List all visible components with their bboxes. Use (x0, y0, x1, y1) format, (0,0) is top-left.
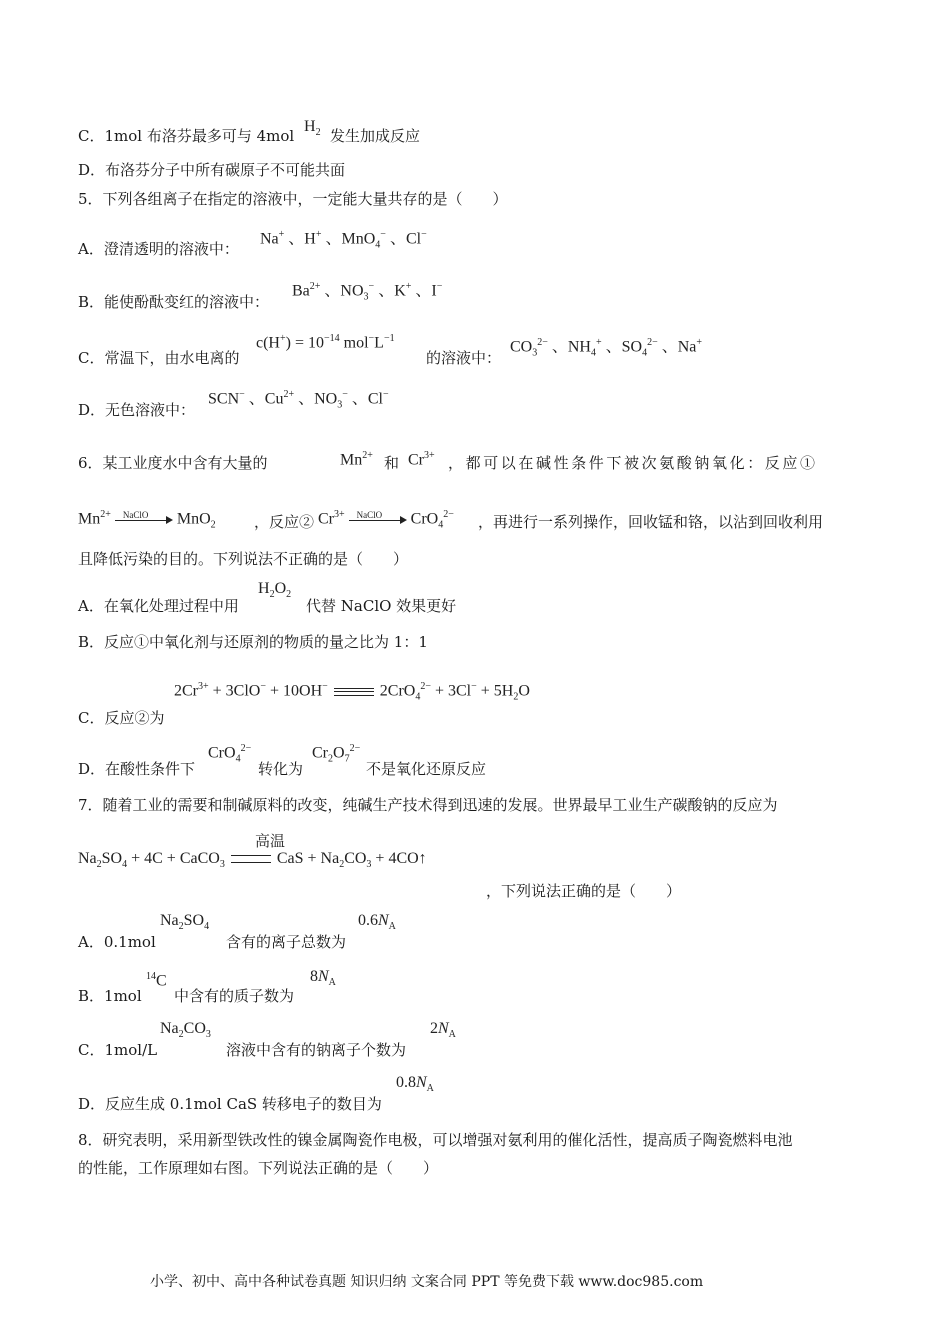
page-footer: 小学、初中、高中各种试卷真题 知识归纳 文案合同 PPT 等免费下载 www.doc985.com (150, 1274, 704, 1290)
q6-line3: 且降低污染的目的。下列说法不正确的是（ ） (78, 550, 409, 568)
q5-c-ions: $CO_3^{2-}$ 、$NH_4^+$ 、$SO_4^{2-}$ 、Na+ (510, 337, 703, 359)
q7-stem: 7．随着工业的需要和制碱原料的改变，纯碱生产技术得到迅速的发展。世界最早工业生产碳酸钠的反应为 (78, 796, 778, 814)
q5-d-ions: SCN− 、$Cu^{2+}$ 、$NO_3^-$ 、Cl− (208, 389, 389, 411)
q7-option-a-tail: 含有的离子总数为 (226, 933, 347, 951)
formula-cr2o7: $Cr_2O_7^{2-}$ (312, 743, 361, 765)
q5-stem: 5．下列各组离子在指定的溶液中，一定能大量共存的是（ ） (78, 190, 508, 208)
q6-option-d: D．在酸性条件下 (78, 760, 196, 778)
q6-option-b: B．反应①中氧化剂与还原剂的物质的量之比为 1：1 (78, 633, 428, 651)
q6-option-a-tail: 代替 NaClO 效果更好 (306, 597, 457, 615)
q8-line1: 8．研究表明，采用新型铁改性的镍金属陶瓷作电极，可以增强对氨利用的催化活性，提高质子陶瓷燃料电池 (78, 1131, 793, 1149)
q5-option-c: C．常温下，由水电离的 (78, 349, 240, 367)
formula-mn2: $Mn^{2+}$ (340, 450, 373, 469)
q4-option-d: D．布洛芬分子中所有碳原子不可能共面 (78, 161, 346, 179)
q7-option-c-tail: 溶液中含有的钠离子个数为 (226, 1041, 407, 1059)
formula-na2so4: $Na_2SO_4$ (160, 912, 210, 933)
q5-option-d: D．无色溶液中： (78, 401, 196, 419)
q7-c-value: $2N_A$ (430, 1020, 456, 1041)
formula-h2o2: $H_2O_2$ (258, 580, 292, 601)
q6-option-a: A．在氧化处理过程中用 (78, 597, 239, 615)
q5-b-ions: $Ba^{2+}$ 、$NO_3^-$ 、K+ 、I− (292, 281, 443, 303)
formula-c14: $^{14}$C (146, 971, 167, 990)
q4-option-c-tail: 发生加成反应 (330, 127, 421, 145)
q6-reaction2-label: ，反应② (254, 513, 315, 531)
q5-option-a: A．澄清透明的溶液中： (78, 240, 239, 258)
q8-line2: 的性能，工作原理如右图。下列说法正确的是（ ） (78, 1159, 439, 1177)
q7-d-value: $0.8N_A$ (396, 1074, 434, 1095)
q7-option-b: B．1mol (78, 987, 142, 1005)
q4-option-c: C．1mol 布洛芬最多可与 4mol (78, 127, 295, 145)
formula-na2co3: $Na_2CO_3$ (160, 1020, 211, 1041)
q7-a-value: $0.6N_A$ (358, 912, 396, 933)
q6-and: 和 (384, 454, 400, 472)
formula-cro4: CrO$_4^{2-}$ (208, 743, 252, 765)
q6-reaction2: $Cr^{3+}$ NaClO CrO$_4^{2-}$ (318, 509, 454, 531)
q7-b-value: $8N_A$ (310, 968, 336, 989)
q7-stem-tail: ，下列说法正确的是（ ） (486, 882, 682, 900)
q5-a-ions: Na+ 、H+ 、MnO$_4$− 、Cl− (260, 229, 427, 251)
q6-line1: 6．某工业度水中含有大量的 (78, 454, 268, 472)
q5-option-b: B．能使酚酞变红的溶液中： (78, 293, 270, 311)
q7-option-c: C．1mol/L (78, 1041, 158, 1059)
q7-option-d: D．反应生成 0.1mol CaS 转移电子的数目为 (78, 1095, 382, 1113)
q6-option-d-mid: 转化为 (258, 760, 304, 778)
q7-eq-condition: 高温 (255, 834, 286, 850)
q6-c-equation: $2Cr^{3+} + 3ClO^- + 10OH^-$ $2CrO_4^{2-} + 3Cl^- + 5H_2O$ (174, 681, 530, 703)
q6-line2-tail: ，再进行一系列操作，回收锰和铬，以沾到回收利用 (478, 513, 824, 531)
q6-option-c: C．反应②为 (78, 709, 165, 727)
q7-equation: $Na_2SO_4 + 4C$ + CaCO$_3$ CaS + $Na_2CO_3$ + 4CO↑ (78, 850, 427, 871)
q6-option-d-tail: 不是氧化还原反应 (366, 760, 487, 778)
q7-option-b-tail: 中含有的质子数为 (174, 987, 295, 1005)
formula-h2: $H_2$ (304, 118, 321, 139)
q6-reaction1: $Mn^{2+}$ NaClO MnO$_2$ (78, 509, 216, 531)
q5-option-c-tail: 的溶液中： (426, 349, 502, 367)
formula-cr3: $Cr^{3+}$ (408, 450, 435, 469)
q6-line1-tail: ，都可以在碱性条件下被次氨酸钠氧化：反应① (448, 454, 818, 472)
q5-c-condition: $c(H^+) = 10^{-14}$ $mol^-L^{-1}$ (256, 333, 395, 352)
q7-option-a: A．0.1mol (78, 933, 156, 951)
